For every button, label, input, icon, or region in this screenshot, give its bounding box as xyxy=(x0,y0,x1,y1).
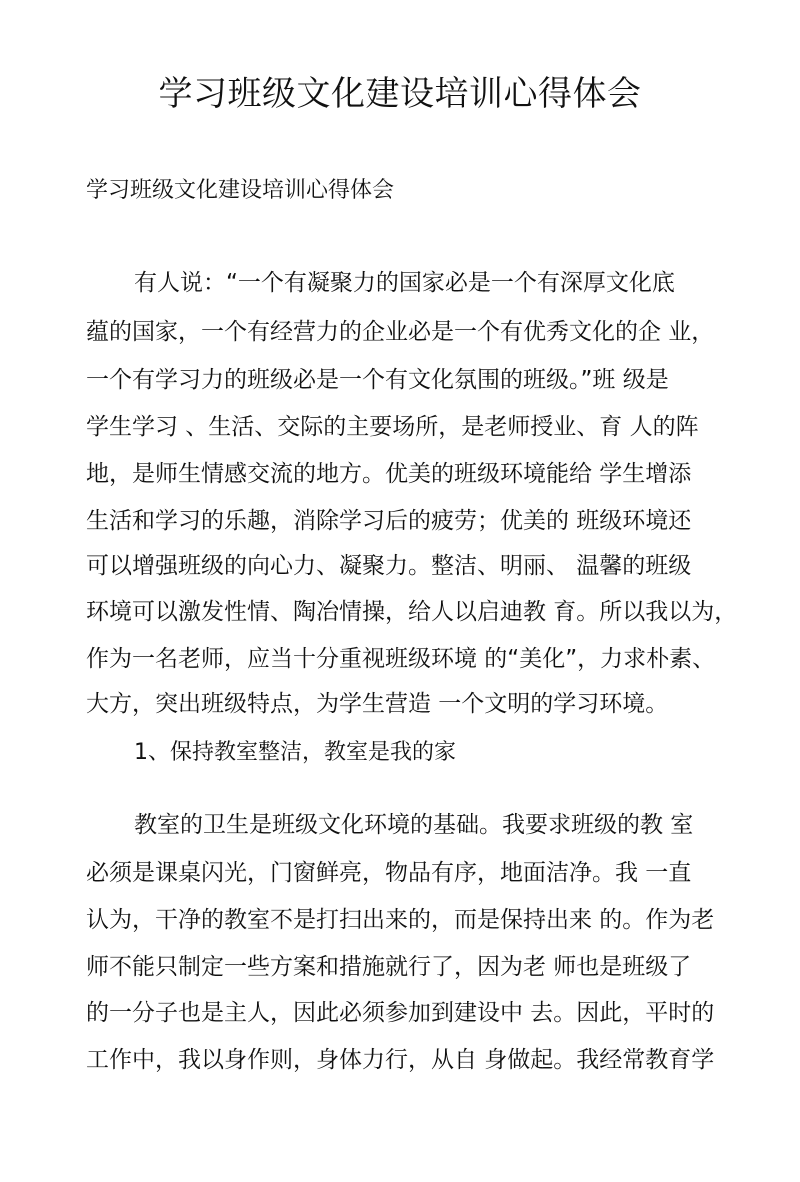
paragraph-line: 地，是师生情感交流的地方。优美的班级环境能给 学生增添 xyxy=(86,461,692,487)
page-title: 学习班级文化建设培训心得体会 xyxy=(158,74,642,114)
section-heading: 1、保持教室整洁，教室是我的家 xyxy=(134,740,456,765)
document-subtitle: 学习班级文化建设培训心得体会 xyxy=(86,178,395,203)
paragraph-line: 工作中，我以身作则，身体力行，从自 身做起。我经常教育学 xyxy=(86,1047,715,1073)
paragraph-line: 师不能只制定一些方案和措施就行了，因为老 师也是班级了 xyxy=(86,954,692,980)
paragraph-line: 的一分子也是主人，因此必须参加到建设中 去。因此，平时的 xyxy=(86,1000,715,1026)
paragraph-line: 作为一名老师，应当十分重视班级环境 的“美化”，力求朴素、 xyxy=(86,646,716,672)
paragraph-line: 大方，突出班级特点，为学生营造 一个文明的学习环境。 xyxy=(86,691,669,717)
paragraph-line: 学生学习 、生活、交际的主要场所，是老师授业、育 人的阵 xyxy=(86,414,699,440)
paragraph-line: 一个有学习力的班级必是一个有文化氛围的班级。”班 级是 xyxy=(86,367,669,393)
paragraph-line: 生活和学习的乐趣，消除学习后的疲劳；优美的 班级环境还 xyxy=(86,508,692,534)
paragraph-line: 必须是课桌闪光，门窗鲜亮，物品有序，地面洁净。我 一直 xyxy=(86,860,692,886)
paragraph-line: 环境可以激发性情、陶冶情操，给人以启迪教 育。所以我以为， xyxy=(86,599,738,625)
paragraph-line: 认为，干净的教室不是打扫出来的，而是保持出来 的。作为老 xyxy=(86,907,715,933)
paragraph-line: 有人说：“一个有凝聚力的国家必是一个有深厚文化底 xyxy=(134,270,675,296)
paragraph-line: 可以增强班级的向心力、凝聚力。整洁、明丽、 温馨的班级 xyxy=(86,553,692,579)
paragraph-line: 教室的卫生是班级文化环境的基础。我要求班级的教 室 xyxy=(134,812,694,838)
paragraph-line: 蕴的国家，一个有经营力的企业必是一个有优秀文化的企 业， xyxy=(86,319,715,345)
